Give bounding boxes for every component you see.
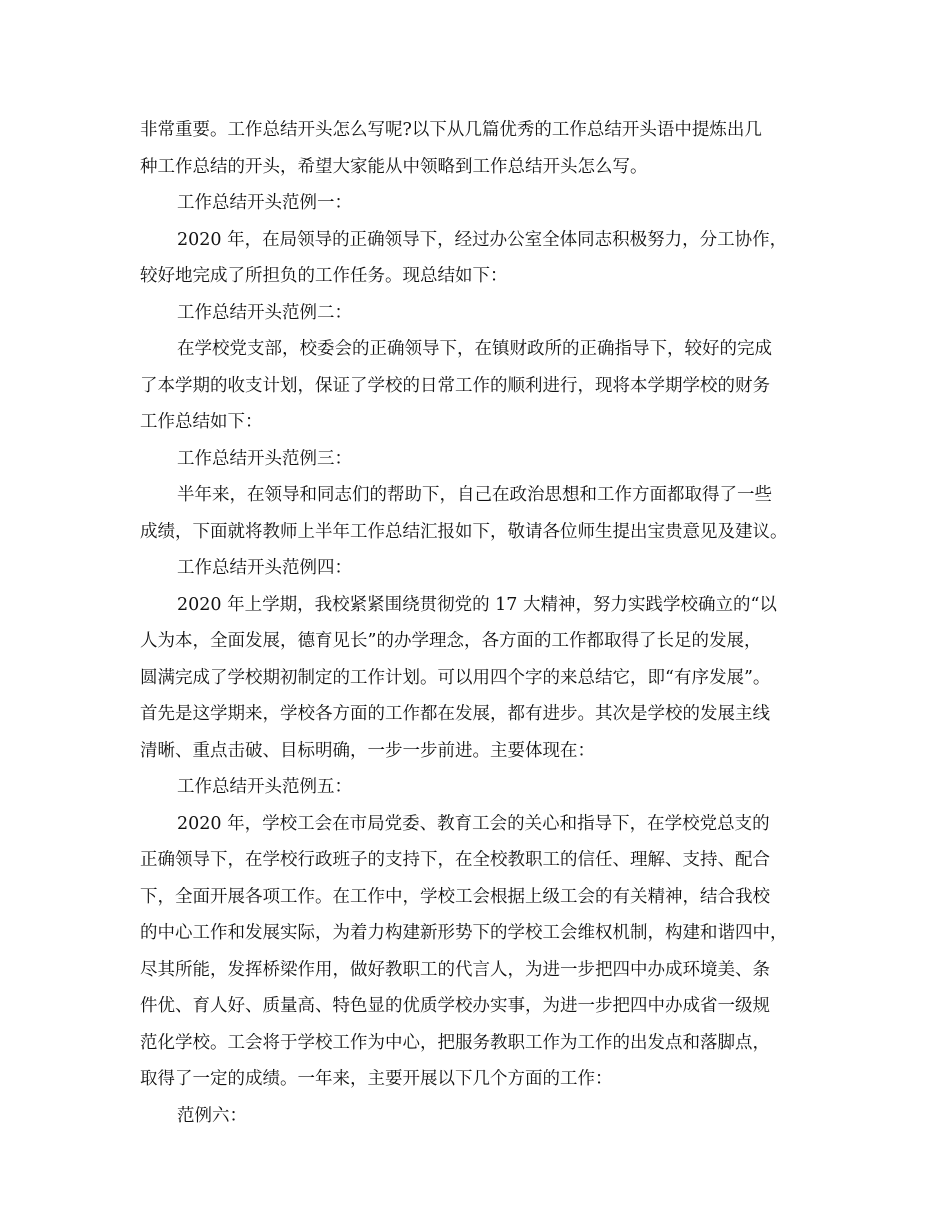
text-line: 成绩，下面就将教师上半年工作总结汇报如下，敬请各位师生提出宝贵意见及建议。 — [140, 521, 788, 542]
text-line: 2020 年，学校工会在市局党委、教育工会的关心和指导下，在学校党总支的 — [177, 813, 770, 834]
text-line: 圆满完成了学校期初制定的工作计划。可以用四个字的来总结它，即“有序发展”。 — [140, 667, 771, 688]
text-line: 2020 年上学期，我校紧紧围绕贯彻党的 17 大精神，努力实践学校确立的“以 — [177, 594, 777, 615]
text-line: 下，全面开展各项工作。在工作中，学校工会根据上级工会的有关精神，结合我校 — [140, 886, 770, 907]
text-line: 件优、育人好、质量高、特色显的优质学校办实事，为进一步把四中办成省一级规 — [140, 996, 770, 1016]
text-line: 工作总结如下： — [140, 412, 263, 432]
text-line: 取得了一定的成绩。一年来，主要开展以下几个方面的工作： — [140, 1069, 613, 1089]
text-line: 人为本，全面发展，德育见长”的办学理念，各方面的工作都取得了长足的发展， — [140, 631, 762, 651]
text-line: 工作总结开头范例二： — [177, 302, 352, 323]
text-line: 较好地完成了所担负的工作任务。现总结如下： — [140, 266, 508, 286]
text-line: 工作总结开头范例五： — [177, 777, 352, 797]
text-line: 范化学校。工会将于学校工作为中心，把服务教职工作为工作的出发点和落脚点， — [140, 1032, 770, 1053]
text-line: 工作总结开头范例三： — [177, 448, 352, 469]
text-line: 在学校党支部，校委会的正确领导下，在镇财政所的正确指导下，较好的完成 — [177, 339, 772, 359]
text-line: 首先是这学期来，学校各方面的工作都在发展，都有进步。其次是学校的发展主线 — [140, 704, 770, 724]
text-line: 工作总结开头范例四： — [177, 558, 352, 578]
text-line: 的中心工作和发展实际，为着力构建新形势下的学校工会维权机制，构建和谐四中， — [140, 923, 788, 943]
text-line: 清晰、重点击破、目标明确，一步一步前进。主要体现在： — [140, 740, 595, 761]
text-line: 种工作总结的开头，希望大家能从中领略到工作总结开头怎么写。 — [140, 156, 648, 177]
text-line: 了本学期的收支计划，保证了学校的日常工作的顺利进行，现将本学期学校的财务 — [140, 375, 770, 396]
text-line: 2020 年，在局领导的正确领导下，经过办公室全体同志积极努力，分工协作， — [177, 229, 788, 250]
text-line: 范例六： — [177, 1105, 247, 1126]
text-line: 正确领导下，在学校行政班子的支持下，在全校教职工的信任、理解、支持、配合 — [140, 850, 770, 870]
text-line: 尽其所能，发挥桥梁作用，做好教职工的代言人，为进一步把四中办成环境美、条 — [140, 959, 770, 980]
document-body — [140, 112, 840, 1134]
text-line: 非常重要。工作总结开头怎么写呢?以下从几篇优秀的工作总结开头语中提炼出几 — [140, 120, 762, 140]
text-line: 工作总结开头范例一： — [177, 193, 352, 213]
text-line: 半年来，在领导和同志们的帮助下，自己在政治思想和工作方面都取得了一些 — [177, 485, 772, 505]
